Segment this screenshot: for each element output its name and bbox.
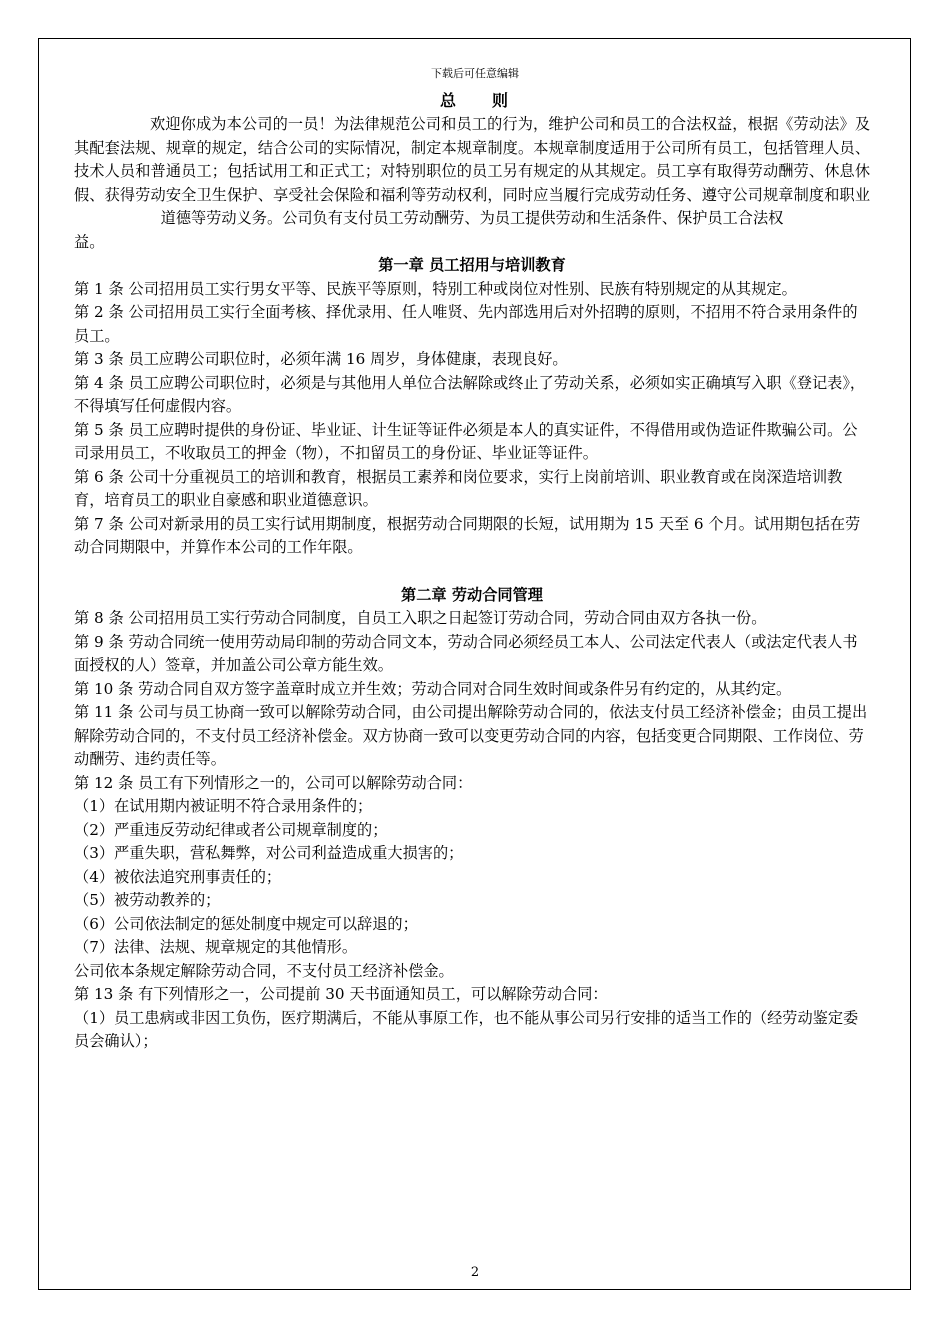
article-8: 第 8 条 公司招用员工实行劳动合同制度，自员工入职之日起签订劳动合同，劳动合同由双方各执一份。 [74,609,767,627]
article-1: 第 1 条 公司招用员工实行男女平等、民族平等原则，特别工种或岗位对性别、民族有特别规定的从其规定。 [74,279,797,298]
document-title [0,90,950,112]
list-item-5: （5）被劳动教养的； [74,891,221,909]
list-item-3: （3）严重失职，营私舞弊，对公司利益造成重大损害的； [74,844,464,862]
list-item-1: （1）在试用期内被证明不符合录用条件的； [74,797,373,815]
title-part-2: 则 [492,91,511,110]
article-13-item-1: （1）员工患病或非因工负伤，医疗期满后，不能从事原工作，也不能从事公司另行安排的适当工作的（经劳动鉴定委员会确认）； [74,1008,859,1050]
page-number: 2 [470,1265,480,1280]
article-12-note: 公司依本条规定解除劳动合同，不支付员工经济补偿金。 [74,961,454,980]
list-item-2: （2）严重违反劳动纪律或者公司规章制度的； [74,820,388,839]
article-6: 第 6 条 公司十分重视员工的培训和教育，根据员工素养和岗位要求，实行上岗前培训、职业教育或在岗深造培训教育，培育员工的职业自豪感和职业道德意识。 [74,467,843,509]
chapter-2-heading: 第二章 劳动合同管理 [401,585,543,604]
list-item-6: （6）公司依法制定的惩处制度中规定可以辞退的； [74,914,418,933]
article-3: 第 3 条 员工应聘公司职位时，必须年满 16 周岁，身体健康，表现良好。 [74,350,568,368]
article-2: 第 2 条 公司招用员工实行全面考核、择优录用、任人唯贤、先内部选用后对外招聘的原则，不招用不符合录用条件的员工。 [74,303,858,345]
article-9: 第 9 条 劳动合同统一使用劳动局印制的劳动合同文本，劳动合同必须经员工本人、公司法定代表人（或法定代表人书面授权的人）签章，并加盖公司公章方能生效。 [74,632,858,674]
intro-paragraph-end: 益。 [74,232,105,251]
article-12: 第 12 条 员工有下列情形之一的，公司可以解除劳动合同： [74,773,473,792]
intro-paragraph: 欢迎你成为本公司的一员！为法律规范公司和员工的行为，维护公司和员工的合法权益，根据《劳动法》及其配套法规、规章的规定，结合公司的实际情况，制定本规章制度。本规章制度适用于公司所有员工，包括管理人员、技术人员和普通员工；包括试用工和正式工；对特别职位的员工另有规定的从其规定。员工享有取得劳动酬劳、休息休假、获得劳动安全卫生保护、享受社会保险和福利等劳动权利，同时应当履行完成劳动任务、遵守公司规章制度和职业道德等劳动义务。公司负有支付员工劳动酬劳、为员工提供劳动和生活条件、保护员工合法权 [74,115,870,227]
edit-notice: 下载后可任意编辑 [431,67,519,80]
list-item-4: （4）被依法追究刑事责任的； [74,867,282,886]
article-11: 第 11 条 公司与员工协商一致可以解除劳动合同，由公司提出解除劳动合同的，依法支付员工经济补偿金；由员工提出解除劳动合同的，不支付员工经济补偿金。双方协商一致可以变更劳动合同的内容，包括变更合同期限、工作岗位、劳动酬劳、违约责任等。 [74,703,868,768]
list-item-7: （7）法律、法规、规章规定的其他情形。 [74,938,358,956]
article-5: 第 5 条 员工应聘时提供的身份证、毕业证、计生证等证件必须是本人的真实证件，不得借用或伪造证件欺骗公司。公司录用员工，不收取员工的押金（物），不扣留员工的身份证、毕业证等证件。 [74,420,858,462]
article-7: 第 7 条 公司对新录用的员工实行试用期制度，根据劳动合同期限的长短，试用期为 15 天至 6 个月。试用期包括在劳动合同期限中，并算作本公司的工作年限。 [74,514,861,556]
article-10: 第 10 条 劳动合同自双方签字盖章时成立并生效；劳动合同对合同生效时间或条件另有约定的，从其约定。 [74,679,792,698]
chapter-1-heading: 第一章 员工招用与培训教育 [378,256,566,274]
article-4: 第 4 条 员工应聘公司职位时，必须是与其他用人单位合法解除或终止了劳动关系，必须如实正确填写入职《登记表》，不得填写任何虚假内容。 [74,373,866,415]
title-part-1: 总 [439,91,458,110]
article-13: 第 13 条 有下列情形之一，公司提前 30 天书面通知员工，可以解除劳动合同： [74,985,608,1003]
document-body [74,113,870,1054]
